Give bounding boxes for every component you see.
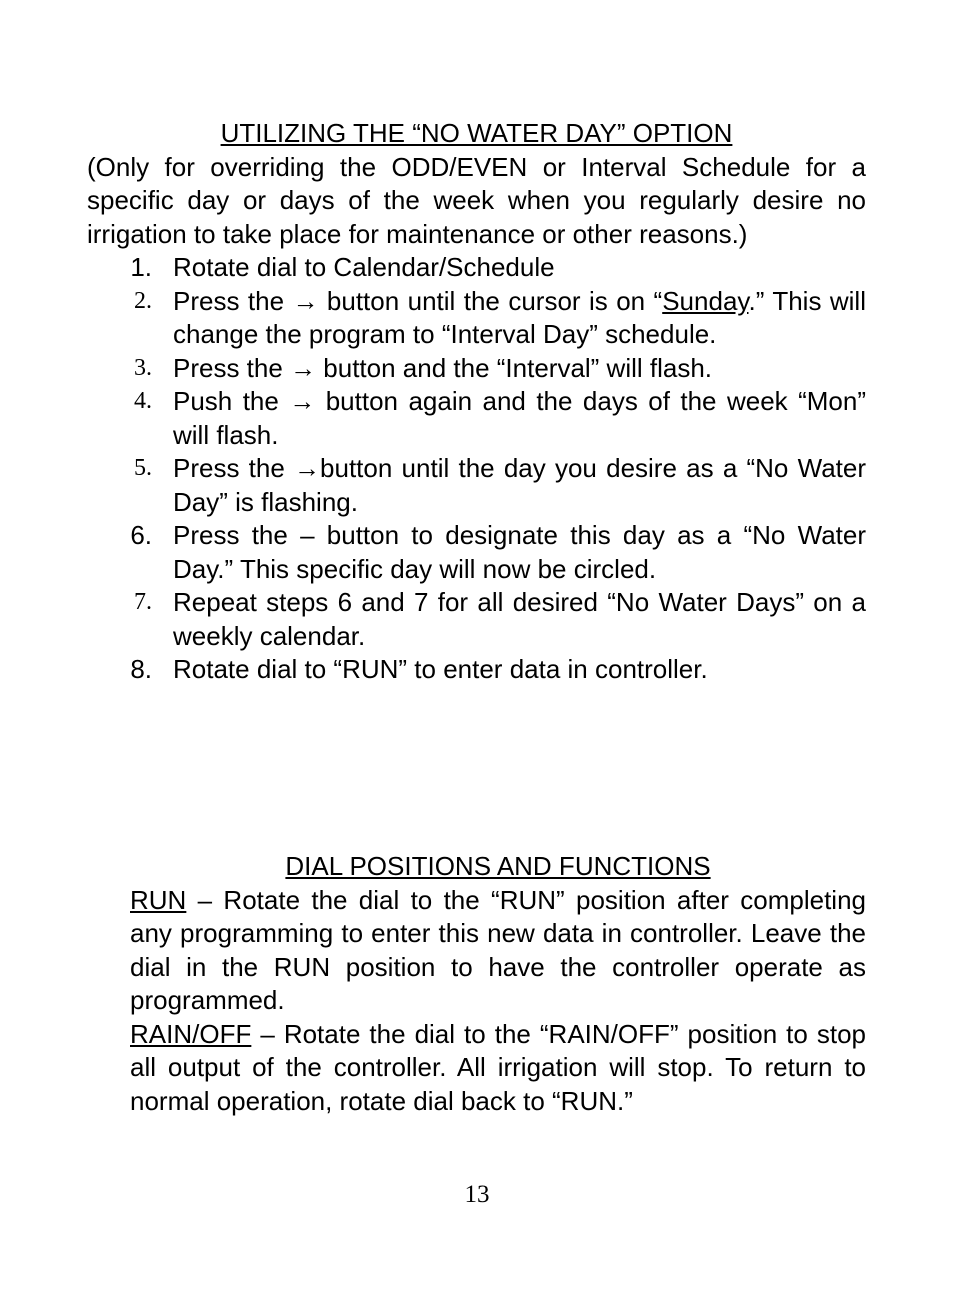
page-number: 13 <box>464 1181 490 1208</box>
no-water-day-section <box>87 117 866 687</box>
step-number: 6. <box>130 520 152 550</box>
step-number: 5. <box>134 455 152 481</box>
step-text: Press the → button and the “Interval” will flash. <box>173 352 713 383</box>
step-text: Rotate dial to Calendar/Schedule <box>173 252 555 282</box>
no-water-day-intro: (Only for overriding the ODD/EVEN or Interval Schedule for a specific day or days of the week when you regularly desire no irrigation to take place for maintenance or other reasons.) <box>87 151 866 249</box>
step-text-pre: Press the → button until the cursor is on “ <box>173 285 663 316</box>
rain-off-paragraph <box>130 1018 866 1119</box>
step-text <box>173 285 866 352</box>
list-item <box>87 452 866 519</box>
rain-off-term: RAIN/OFF <box>130 1018 252 1049</box>
run-paragraph <box>130 884 866 1018</box>
step-number: 2. <box>134 287 152 314</box>
step-number: 4. <box>134 388 152 414</box>
no-water-day-heading: UTILIZING THE “NO WATER DAY” OPTION <box>220 118 733 148</box>
step-number: 3. <box>134 354 152 381</box>
list-item <box>87 285 866 352</box>
list-item <box>87 251 866 285</box>
list-item <box>87 653 866 687</box>
rain-off-description: – Rotate the dial to the “RAIN/OFF” position to stop all output of the controller. All irrigation will stop. To return to normal operation, rotate dial back to “RUN.” <box>130 1018 866 1116</box>
dial-positions-section <box>130 850 866 1118</box>
step-number: 7. <box>134 589 152 615</box>
step-number: 8. <box>130 654 152 684</box>
step-text: Press the – button to designate this day as a “No Water Day.” This specific day will now be circled. <box>173 520 866 584</box>
run-term: RUN <box>130 884 187 915</box>
sunday-underlined: Sunday <box>662 285 749 316</box>
list-item <box>87 352 866 386</box>
step-text-post: .” This will change the program to “Interval Day” schedule. <box>173 285 866 349</box>
step-text: Repeat steps 6 and 7 for all desired “No Water Days” on a weekly calendar. <box>173 587 866 651</box>
step-text: Rotate dial to “RUN” to enter data in controller. <box>173 654 708 684</box>
step-text: Push the → button again and the days of the week “Mon” will flash. <box>173 386 866 450</box>
no-water-day-steps <box>87 251 866 687</box>
step-text: Press the →button until the day you desire as a “No Water Day” is flashing. <box>173 453 866 517</box>
list-item <box>87 385 866 452</box>
list-item <box>87 586 866 653</box>
list-item <box>87 519 866 586</box>
run-description: – Rotate the dial to the “RUN” position after completing any programming to enter this new data in controller. Leave the dial in the RUN position to have the controller operate as programmed. <box>130 884 866 1015</box>
dial-positions-heading: DIAL POSITIONS AND FUNCTIONS <box>285 851 711 881</box>
step-number: 1. <box>130 252 152 282</box>
